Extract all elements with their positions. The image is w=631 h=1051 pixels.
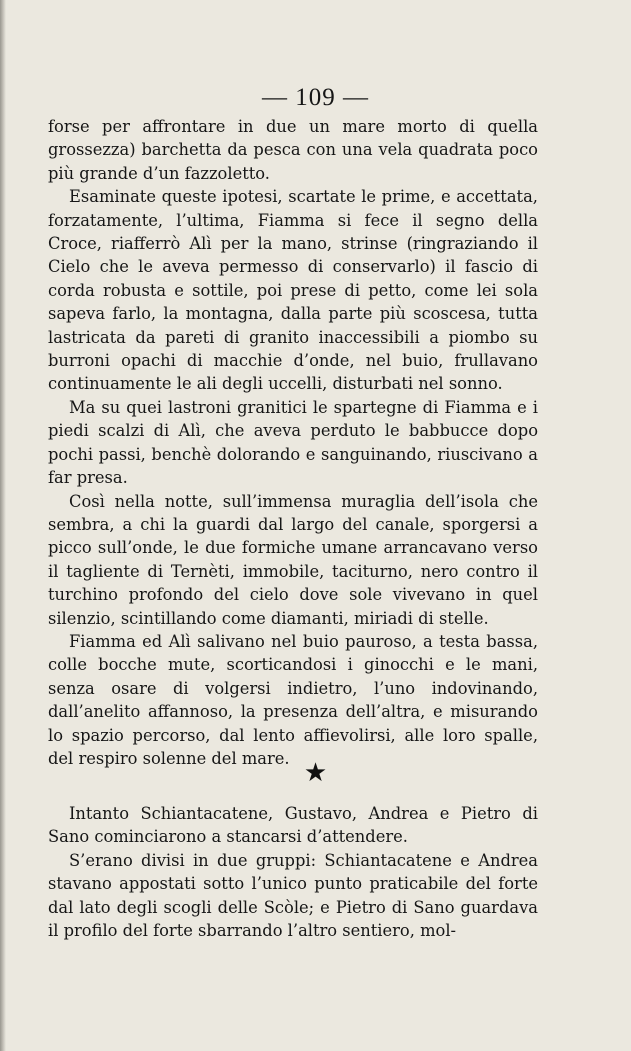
paragraph: Così nella notte, sull’immensa muraglia dell’isola che sembra, a chi la guardi dal largo del canale, sporgersi a picco sull’onde, le due formiche umane arrancavano verso il tagliente di Ternèti, immobile, taciturno, nero contro il turchino profondo del cielo dove sole vivevano in quel silenzio, scintillando come diamanti, miriadi di stelle.: [48, 491, 538, 628]
paragraph: Esaminate queste ipotesi, scartate le prime, e accettata, forzatamente, l’ultima, Fiamma si fece il segno della Croce, riafferrò Alì per la mano, strinse (ringraziando il Cielo che le aveva permesso di conservarlo) il fascio di corda robusta e sottile, poi prese di petto, come lei sola sapeva farlo, la montagna, dalla parte più scoscesa, tutta lastricata da pareti di granito inaccessibili a piombo su burroni opachi di macchie d’onde, nel buio, frullavano continuamente le ali degli uccelli, disturbati nel sonno.: [48, 187, 538, 394]
paragraph: Fiamma ed Alì salivano nel buio pauroso, a testa bassa, colle bocche mute, scorticandosi i ginocchi e le mani, senza osare di volgersi indietro, l’uno indovinando, dall’anelito affannoso, la presenza dell’altra, e misurando lo spazio percorso, dal lento affievolirsi, alle loro spalle, del respiro solenne del mare.: [48, 631, 538, 768]
section-break-star-icon: ★: [303, 758, 328, 788]
paragraph-continuation: forse per affrontare in due un mare morto di quella grossezza) barchetta da pesca con una vela quadrata poco più grande d’un fazzoletto.: [48, 117, 538, 183]
page-binding-shadow: [0, 0, 6, 1051]
paragraph: Ma su quei lastroni granitici le spartegne di Fiamma e i piedi scalzi di Alì, che aveva perduto le babbucce dopo pochi passi, benchè dolorando e sanguinando, riuscivano a far presa.: [48, 397, 538, 488]
paragraph: Intanto Schiantacatene, Gustavo, Andrea e Pietro di Sano cominciarono a stancarsi d’attendere.: [48, 804, 538, 847]
text-block-upper: [48, 115, 538, 770]
paragraph: S’erano divisi in due gruppi: Schiantacatene e Andrea stavano appostati sotto l’unico punto praticabile del forte dal lato degli scogli delle Scòle; e Pietro di Sano guardava il profilo del forte sbarrando l’altro sentiero, mol-: [48, 850, 538, 941]
page-number: — 109 —: [262, 84, 369, 111]
text-block-lower: [48, 802, 538, 942]
